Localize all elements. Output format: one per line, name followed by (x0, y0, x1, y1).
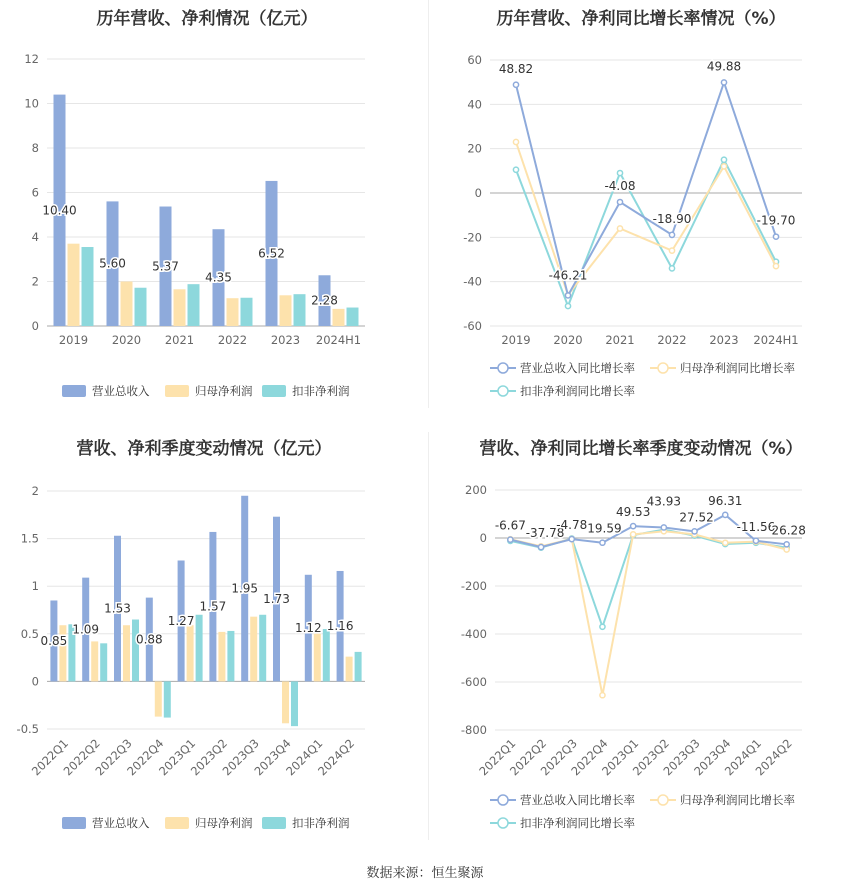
y-tick-label: 60 (467, 53, 482, 67)
y-tick-label: -0.5 (16, 722, 39, 736)
x-tick-label: 2019 (58, 333, 89, 347)
point-deducted-profit (565, 303, 570, 308)
x-tick-label: 2024Q2 (752, 736, 795, 779)
bar-value-label: 0.85 (40, 633, 68, 648)
y-tick-label: 0 (474, 186, 482, 200)
data-source-note: 数据来源：恒生聚源 (366, 866, 484, 881)
chart3-title: 营收、净利季度变动情况（亿元） (76, 439, 332, 459)
legend-marker-2 (498, 818, 508, 828)
point-revenue (669, 232, 674, 237)
y-tick-label: -60 (463, 319, 482, 333)
bar-deducted-profit (132, 620, 139, 682)
y-tick-label: -400 (460, 627, 487, 641)
point-net-profit (773, 264, 778, 269)
y-tick-label: 10 (24, 96, 39, 111)
point-net-profit (631, 532, 636, 537)
y-tick-label: -600 (460, 675, 487, 689)
point-net-profit (784, 547, 789, 552)
point-value-label: 96.31 (708, 493, 743, 508)
point-deducted-profit (600, 624, 605, 629)
y-tick-label: 0 (31, 319, 39, 333)
bar-value-label: 0.88 (135, 632, 163, 647)
point-revenue (692, 529, 697, 534)
bar-value-label: 2.28 (311, 293, 338, 308)
point-net-profit (600, 693, 605, 698)
legend-marker-1 (658, 363, 668, 373)
annual-growth-rate-line-chart (425, 0, 850, 410)
point-revenue (600, 540, 605, 545)
point-net-profit (513, 139, 518, 144)
point-revenue (538, 544, 543, 549)
bar-value-label: 1.09 (72, 622, 100, 637)
bar-net-profit (227, 298, 239, 326)
legend-label-2: 扣非净利润 (292, 384, 350, 398)
bar-value-label: 1.53 (104, 601, 131, 616)
legend-label-2: 扣非净利润同比增长率 (520, 816, 635, 830)
bar-net-profit (280, 295, 292, 326)
bar-deducted-profit (188, 284, 200, 326)
bar-net-profit (155, 681, 162, 716)
x-tick-label: 2019 (501, 333, 531, 347)
legend-swatch-2 (262, 385, 286, 397)
bar-deducted-profit (347, 308, 359, 326)
bar-value-label: 1.95 (231, 581, 259, 596)
series-line-revenue (516, 82, 776, 295)
point-value-label: 43.93 (646, 494, 682, 509)
legend-swatch-2 (262, 817, 286, 829)
x-tick-label: 2022Q1 (476, 736, 519, 779)
y-tick-label: -200 (460, 579, 487, 593)
point-value-label: 49.53 (615, 505, 651, 520)
y-tick-label: -40 (463, 274, 482, 289)
legend-label-1: 归母净利润同比增长率 (680, 793, 795, 807)
bar-value-label: 1.16 (326, 619, 354, 634)
point-value-label: -19.70 (756, 213, 796, 228)
bar-net-profit (218, 632, 225, 682)
quarterly-growth-rate-line-chart (425, 430, 850, 860)
point-value-label: -4.78 (556, 518, 588, 533)
legend-label-0: 营业总收入 (92, 816, 150, 830)
bar-value-label: 1.57 (199, 599, 227, 614)
bar-deducted-profit (164, 681, 171, 717)
y-tick-label: 4 (31, 230, 39, 244)
quarterly-revenue-profit-bar-chart (0, 430, 425, 860)
bar-net-profit (346, 657, 353, 682)
chart2-title: 历年营收、净利同比增长率情况（%） (496, 9, 786, 29)
x-tick-label: 2022Q4 (124, 736, 167, 779)
legend-swatch-1 (165, 385, 189, 397)
x-tick-label: 2022 (217, 333, 248, 347)
legend-label-2: 扣非净利润同比增长率 (520, 384, 635, 398)
bar-net-profit (282, 681, 289, 723)
y-tick-label: 40 (467, 97, 482, 112)
x-tick-label: 2023Q1 (156, 736, 199, 779)
chart4-title: 营收、净利同比增长率季度变动情况（%） (479, 439, 803, 459)
bar-value-label: 1.73 (263, 592, 290, 607)
y-tick-label: 0.5 (20, 626, 39, 641)
x-tick-label: 2023Q1 (599, 736, 642, 779)
point-value-label: 48.82 (498, 61, 534, 76)
y-tick-label: 1 (31, 579, 39, 594)
x-tick-label: 2022 (657, 333, 687, 347)
x-tick-label: 2020 (553, 333, 583, 347)
x-tick-label: 2024Q1 (283, 736, 326, 779)
x-tick-label: 2024H1 (753, 333, 799, 347)
bar-deducted-profit (259, 615, 266, 682)
point-deducted-profit (513, 167, 518, 172)
bar-value-label: 1.27 (167, 613, 195, 628)
legend-label-1: 归母净利润 (195, 384, 253, 398)
bar-net-profit (123, 625, 130, 681)
bar-deducted-profit (355, 652, 362, 682)
y-tick-label: 6 (31, 185, 39, 200)
y-tick-label: 0 (479, 531, 487, 545)
bar-value-label: 6.52 (258, 246, 285, 261)
x-tick-label: 2024H1 (315, 333, 362, 347)
point-revenue (631, 524, 636, 529)
y-tick-label: 2 (31, 484, 39, 498)
point-revenue (508, 537, 513, 542)
x-tick-label: 2021 (605, 333, 635, 347)
point-value-label: -6.67 (494, 518, 526, 533)
point-revenue (753, 538, 758, 543)
point-revenue (723, 512, 728, 517)
bar-value-label: 1.12 (294, 621, 322, 636)
legend-swatch-0 (62, 385, 86, 397)
x-tick-label: 2020 (111, 333, 142, 347)
point-revenue (661, 525, 666, 530)
point-revenue (569, 537, 574, 542)
point-net-profit (669, 248, 674, 253)
y-tick-label: 0 (31, 674, 39, 689)
point-value-label: 19.59 (587, 521, 622, 536)
legend-label-1: 归母净利润同比增长率 (680, 361, 795, 375)
y-tick-label: -20 (463, 230, 482, 245)
x-tick-label: 2023Q4 (691, 736, 734, 779)
legend-label-0: 营业总收入 (92, 384, 150, 398)
bar-net-profit (121, 282, 133, 327)
bar-deducted-profit (82, 247, 94, 326)
x-tick-label: 2023Q3 (660, 736, 703, 779)
series-line-net-profit (510, 531, 786, 695)
x-tick-label: 2023Q4 (251, 736, 294, 779)
legend-label-1: 归母净利润 (195, 816, 253, 830)
bar-deducted-profit (227, 631, 234, 681)
bar-value-label: 10.40 (42, 203, 77, 218)
point-value-label: -37.78 (525, 526, 565, 541)
point-value-label: -11.56 (736, 519, 776, 534)
bar-net-profit (333, 309, 345, 326)
x-tick-label: 2023 (270, 333, 301, 347)
point-deducted-profit (721, 157, 726, 162)
bar-deducted-profit (196, 615, 203, 682)
bar-deducted-profit (100, 643, 107, 681)
y-tick-label: 200 (465, 483, 487, 497)
x-tick-label: 2024Q2 (315, 736, 358, 779)
bar-net-profit (314, 634, 321, 682)
point-revenue (565, 293, 570, 298)
bar-deducted-profit (241, 298, 253, 326)
y-tick-label: 2 (31, 274, 39, 289)
legend-swatch-0 (62, 817, 86, 829)
legend-swatch-1 (165, 817, 189, 829)
chart1-title: 历年营收、净利情况（亿元） (96, 9, 318, 29)
y-tick-label: 12 (24, 52, 39, 66)
point-value-label: 49.88 (706, 59, 742, 74)
bar-deducted-profit (323, 629, 330, 681)
bar-net-profit (68, 244, 80, 326)
bar-net-profit (187, 625, 194, 681)
legend-label-0: 营业总收入同比增长率 (520, 361, 635, 375)
point-value-label: -18.90 (652, 211, 692, 226)
legend-marker-1 (658, 795, 668, 805)
y-tick-label: 1.5 (20, 531, 39, 546)
bar-deducted-profit (291, 681, 298, 726)
bar-value-label: 4.35 (205, 270, 232, 285)
y-tick-label: 20 (467, 141, 482, 156)
point-value-label: -4.08 (604, 179, 636, 194)
y-tick-label: -800 (460, 723, 487, 737)
point-value-label: 27.52 (679, 510, 714, 525)
bar-value-label: 5.60 (99, 256, 126, 271)
bar-value-label: 5.37 (152, 259, 179, 274)
x-tick-label: 2023Q3 (219, 736, 262, 779)
point-revenue (784, 542, 789, 547)
x-tick-label: 2024Q1 (721, 736, 765, 779)
bar-net-profit (250, 617, 257, 682)
legend-marker-2 (498, 386, 508, 396)
point-net-profit (617, 226, 622, 231)
x-tick-label: 2022Q3 (92, 736, 135, 779)
point-deducted-profit (617, 170, 622, 175)
bar-deducted-profit (135, 288, 147, 326)
legend-label-2: 扣非净利润 (292, 816, 350, 830)
point-deducted-profit (669, 266, 674, 271)
point-value-label: 26.28 (771, 523, 806, 538)
x-tick-label: 2023 (709, 333, 739, 347)
bar-net-profit (174, 289, 186, 326)
y-tick-label: 8 (31, 141, 39, 155)
x-tick-label: 2022Q1 (28, 736, 72, 779)
x-tick-label: 2022Q2 (506, 736, 550, 779)
x-tick-label: 2023Q2 (629, 736, 672, 779)
point-revenue (721, 80, 726, 85)
point-revenue (773, 234, 778, 239)
bar-net-profit (91, 641, 98, 681)
point-net-profit (721, 164, 726, 169)
point-revenue (617, 199, 622, 204)
x-tick-label: 2022Q4 (568, 736, 611, 779)
series-line-deducted-profit (516, 160, 776, 306)
point-net-profit (723, 540, 728, 545)
x-tick-label: 2023Q2 (187, 736, 231, 779)
legend-label-0: 营业总收入同比增长率 (520, 793, 635, 807)
point-value-label: -46.21 (548, 268, 588, 283)
x-tick-label: 2022Q3 (537, 736, 580, 779)
bar-deducted-profit (294, 294, 306, 326)
legend-marker-0 (498, 363, 508, 373)
annual-revenue-profit-bar-chart (0, 0, 425, 410)
x-tick-label: 2021 (164, 333, 195, 347)
x-tick-label: 2022Q2 (60, 736, 103, 779)
legend-marker-0 (498, 795, 508, 805)
point-revenue (513, 82, 518, 87)
